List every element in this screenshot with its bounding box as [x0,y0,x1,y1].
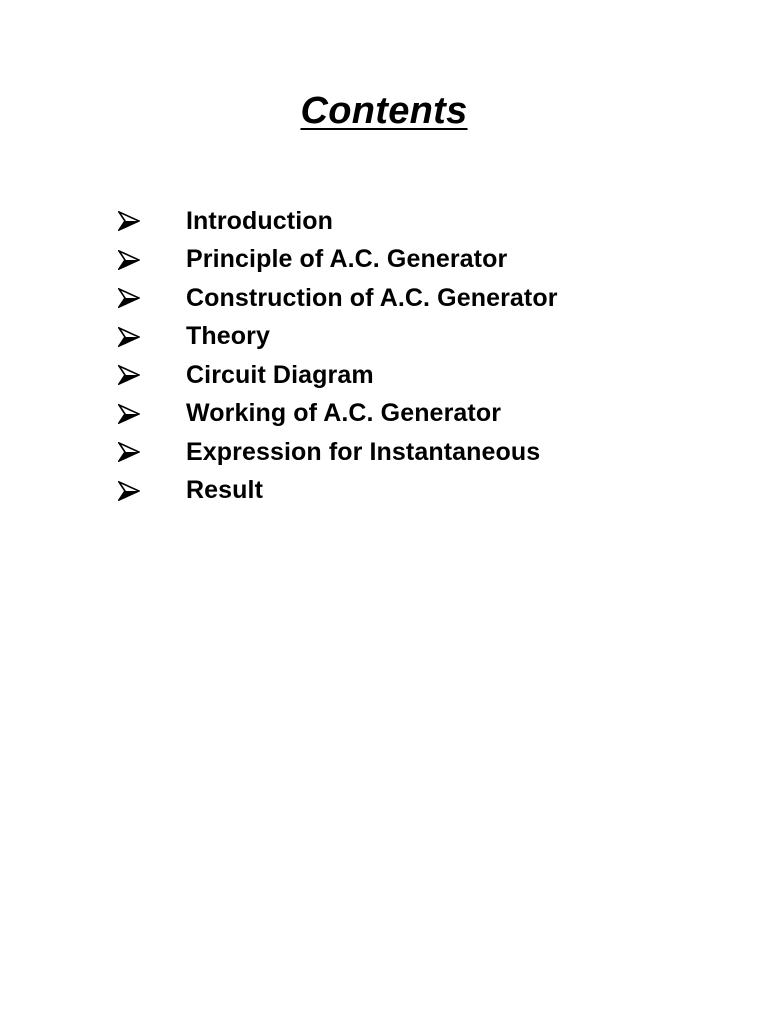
list-item-label: Introduction [186,206,334,235]
arrow-bullet-icon [118,481,186,501]
arrow-bullet-icon [118,365,186,385]
list-item [118,241,558,280]
list-item [118,472,558,511]
arrow-bullet-icon [118,404,186,424]
list-item-label: Working of A.C. Generator [186,399,502,428]
list-item-label: Result [186,476,264,505]
arrow-bullet-icon [118,327,186,347]
arrow-bullet-icon [118,211,186,231]
list-item [118,356,558,395]
list-item-label: Construction of A.C. Generator [186,283,558,312]
list-item-label: Principle of A.C. Generator [186,245,508,274]
list-item [118,279,558,318]
list-item-label: Circuit Diagram [186,360,374,389]
arrow-bullet-icon [118,442,186,462]
list-item-label: Expression for Instantaneous [186,437,541,466]
list-item [118,395,558,434]
contents-list [118,202,558,510]
list-item [118,202,558,241]
list-item [118,433,558,472]
arrow-bullet-icon [118,250,186,270]
list-item [118,318,558,357]
page-title: Contents [300,90,468,132]
list-item-label: Theory [186,322,270,351]
arrow-bullet-icon [118,288,186,308]
